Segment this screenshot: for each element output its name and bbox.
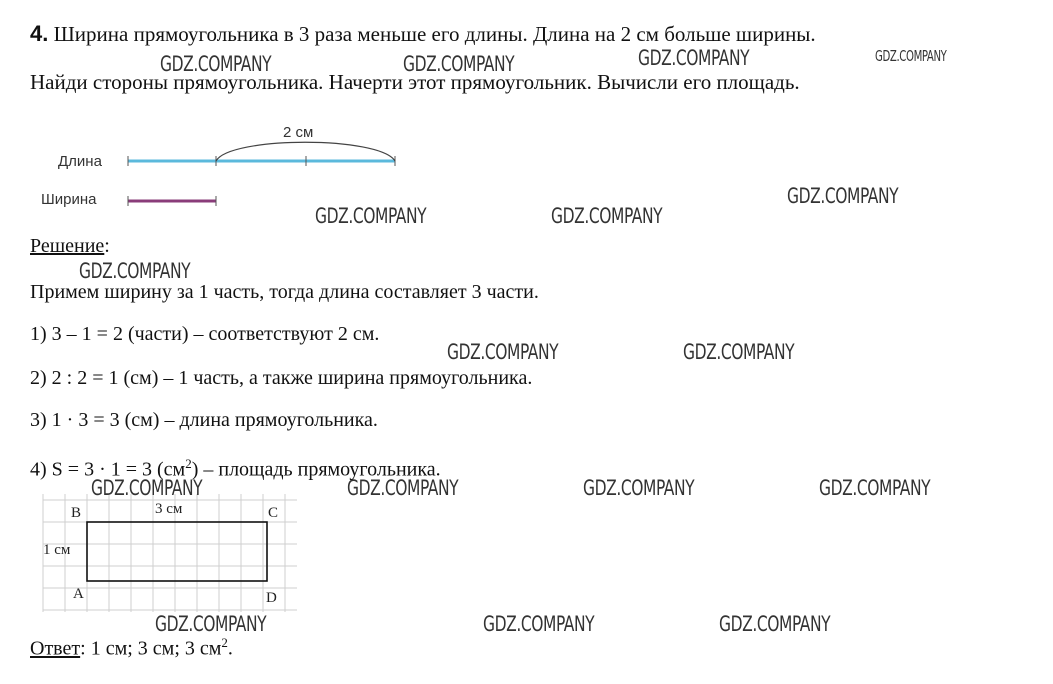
watermark: GDZ.COMPANY <box>403 52 515 76</box>
length-segment-label: Длина <box>58 153 102 170</box>
watermark: GDZ.COMPANY <box>787 184 899 208</box>
solution-step-2: 2) 2 : 2 = 1 (см) – 1 часть, а также ширина прямоугольника. <box>30 367 533 389</box>
solution-heading-text: Решение <box>30 235 105 257</box>
problem-text-1: Ширина прямоугольника в 3 раза меньше его длины. Длина на 2 см больше ширины. <box>53 22 816 46</box>
watermark: GDZ.COMPANY <box>583 476 695 500</box>
watermark: GDZ.COMPANY <box>875 47 947 65</box>
watermark: GDZ.COMPANY <box>719 612 831 636</box>
difference-label: 2 см <box>283 124 314 141</box>
watermark: GDZ.COMPANY <box>683 340 795 364</box>
step-4-prefix: 4) S = 3 · 1 = 3 (см <box>30 458 186 481</box>
width-segment-label: Ширина <box>41 191 97 208</box>
solution-step-1: 1) 3 – 1 = 2 (части) – соответствуют 2 см. <box>30 323 380 345</box>
watermark: GDZ.COMPANY <box>315 204 427 228</box>
watermark: GDZ.COMPANY <box>160 52 272 76</box>
rect-left-side-label: 1 см <box>43 542 71 558</box>
vertex-b-label: B <box>71 505 82 521</box>
step-4-superscript: 2 <box>185 456 192 471</box>
vertex-a-label: A <box>73 586 84 602</box>
watermark: GDZ.COMPANY <box>638 46 750 70</box>
step-4-suffix: ) – площадь прямоугольника. <box>191 458 441 481</box>
solution-heading <box>30 234 110 258</box>
segment-diagram <box>0 130 420 210</box>
problem-number: 4. <box>30 21 49 46</box>
watermark: GDZ.COMPANY <box>155 612 267 636</box>
watermark: GDZ.COMPANY <box>447 340 559 364</box>
rectangle-abcd <box>87 522 267 581</box>
watermark: GDZ.COMPANY <box>819 476 931 500</box>
watermark: GDZ.COMPANY <box>91 476 203 500</box>
problem-line-2: Найди стороны прямоугольника. Начерти этот прямоугольник. Вычисли его площадь. <box>30 70 800 94</box>
answer-end: . <box>227 637 233 660</box>
rect-top-side-label: 3 см <box>155 501 183 517</box>
watermark: GDZ.COMPANY <box>347 476 459 500</box>
vertex-c-label: C <box>268 505 279 521</box>
answer-text: : 1 см; 3 см; 3 см <box>80 637 222 660</box>
solution-heading-colon: : <box>104 235 110 257</box>
solution-step-3: 3) 1 · 3 = 3 (см) – длина прямоугольника. <box>30 409 378 431</box>
watermark: GDZ.COMPANY <box>483 612 595 636</box>
solution-intro: Примем ширину за 1 часть, тогда длина составляет 3 части. <box>30 281 539 303</box>
watermark: GDZ.COMPANY <box>79 259 191 283</box>
watermark: GDZ.COMPANY <box>551 204 663 228</box>
answer-superscript: 2 <box>221 635 228 650</box>
answer-heading: Ответ <box>30 637 81 660</box>
vertex-d-label: D <box>266 590 277 606</box>
problem-line-1 <box>30 22 816 46</box>
